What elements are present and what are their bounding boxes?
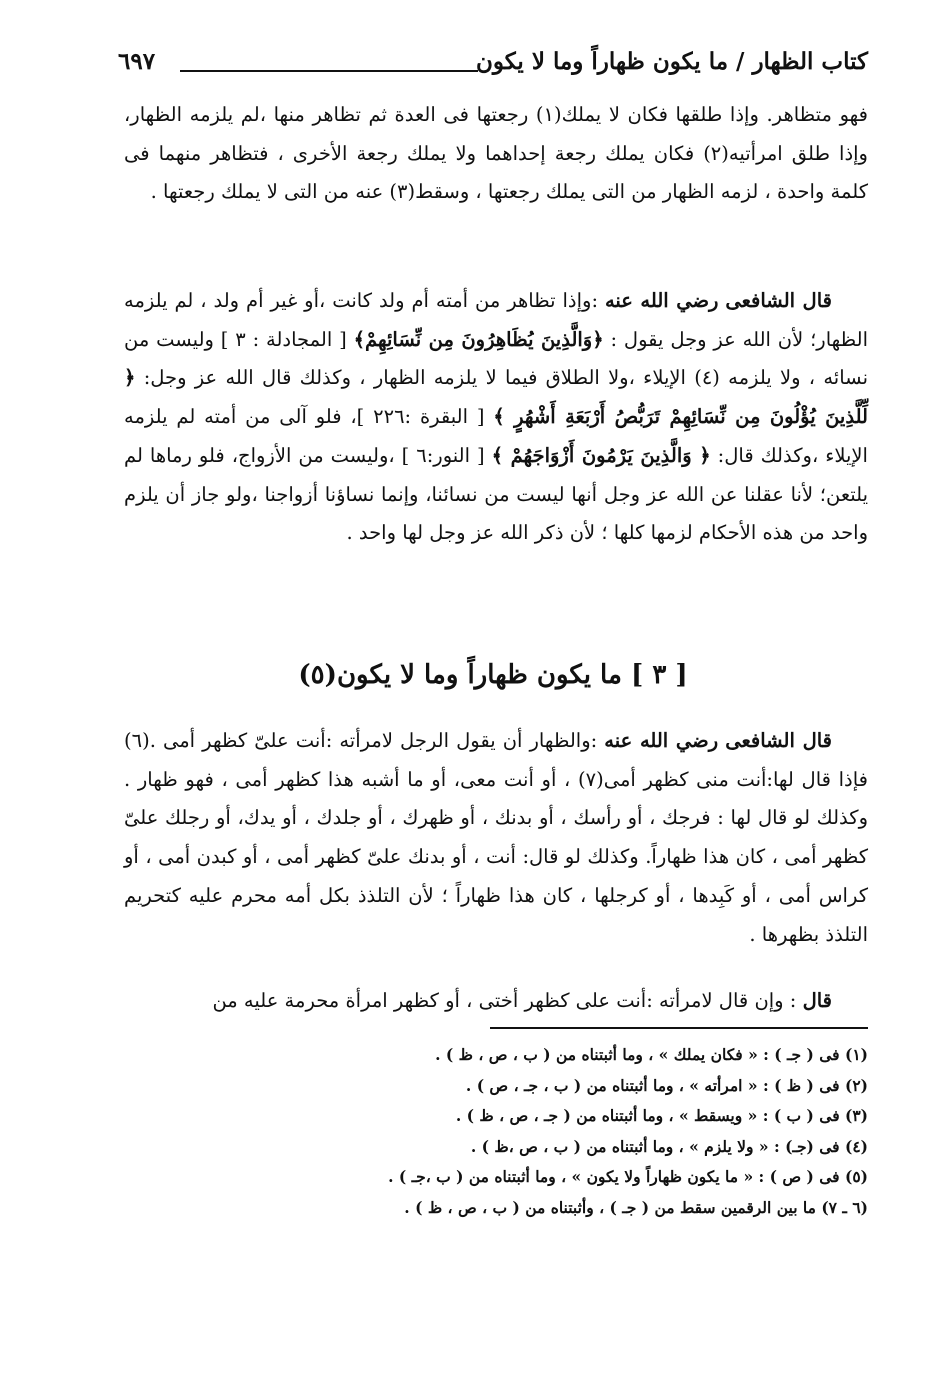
page-number: ٦٩٧ [118, 48, 156, 75]
header-title: كتاب الظهار / ما يكون ظهاراً وما لا يكون [475, 48, 868, 75]
paragraph-text: :والظهار أن يقول الرجل لامرأته :أنت علىّ كظهر أمى .(٦) فإذا قال لها:أنت منى كظهر أمى(٧) ، أو أنت معى، أو ما أشبه هذا كظهر أمى ، فهو ظهار . وكذلك لو قال لها : فرجك ، أو رأسك ، أو بدنك ، أو ظهرك ، أو جلدك ، أو يدك، أو رجلك علىّ كظهر أمى ، كان هذا ظهاراً. وكذلك لو قال: أنت ، أو بدنك علىّ كظهر أمى ، أو كبدن أمى ، أو كراس أمى ، أو كَبِدها ، أو كرجلها ، كان هذا ظهاراً ؛ لأن التلذذ بكل أمه محرم عليه كتحريم التلذذ بظهرها . [124, 729, 868, 946]
paragraph-text: :وإذا تظاهر من أمته أم ولد كانت ،أو غير أم ولد ، لم يلزمه الظهار؛ لأن الله عز وجل يقول : [124, 289, 868, 351]
quran-verse: ﴿ وَالَّذِينَ يَرْمُونَ أَزْوَاجَهُمْ ﴾ [491, 443, 711, 467]
footnote-2: (٢) فى ( ظ ) : « امرأته » ، وما أثبتناه من ( ب ، جـ ، ص ) . [465, 1075, 868, 1095]
footnotes [124, 1040, 868, 1224]
verse-reference: [ البقرة :٢٢٦ ]، [341, 405, 494, 429]
paragraph-shafii-2 [124, 722, 868, 954]
paragraph-text: وليست من نسائه ، ولا يلزمه (٤) الإيلاء ،ولا الطلاق فيما لا يلزمه الظهار ، وكذلك قال الله عز وجل: [124, 327, 868, 390]
footnote-1: (١) فى ( جـ ) : « فكان يملك » ، وما أثبتناه من ( ب ، ص ، ظ ) . [435, 1045, 868, 1064]
honorific-glyph: رضي الله عنه [604, 729, 719, 752]
footnote-4: (٤) فى (جـ) : « ولا يلزم » ، وما أثبتناه من ( ب ، ص ،ظ ) . [470, 1136, 868, 1156]
footnote-3: (٣) فى ( ب ) : « ويسقط » ، وما أثبتناه من ( جـ ، ص ، ظ ) . [455, 1106, 868, 1126]
paragraph-continuation: فهو متظاهر. وإذا طلقها فكان لا يملك(١) رجعتها فى العدة ثم تظاهر منها ،لم يلزمه الظهار، وإذا طلق امرأتيه(٢) فكان يملك رجعة إحداهما ولا يملك رجعة الأخرى ، فتظاهر منهما فى كلمة واحدة ، لزمه الظهار من التى يملك رجعتها ، وسقط(٣) عنه من التى لا يملك رجعتها . [124, 103, 868, 204]
paragraph-shafii-1 [124, 282, 868, 553]
verse-reference: [ النور:٦ ] [394, 443, 492, 467]
speaker-label: قال الشافعى [725, 289, 832, 312]
speaker-label: قال [802, 989, 832, 1012]
running-header [118, 48, 868, 88]
quran-verse: ﴿ لِّلَّذِينَ يُؤْلُونَ مِن نِّسَائِهِمْ تَرَبُّصُ أَرْبَعَةِ أَشْهُرٍ ﴾ [124, 366, 868, 429]
speaker-label: قال الشافعى [725, 729, 832, 752]
verse-reference: [ المجادلة : ٣ ] [213, 327, 354, 351]
header-rule [180, 70, 478, 72]
paragraph-qala [124, 982, 868, 1021]
paragraph-text: : وإن قال لامرأته :أنت على كظهر أختى ، أو كظهر امرأة محرمة عليه من [212, 989, 803, 1012]
paragraph-text: ،وليست من الأزواج، فلو رماها لم يلتعن؛ لأنا عقلنا عن الله عز وجل أنها ليست من نسائنا، وإنما نساؤنا أزواجنا ،ولو جاز أن يلزم واحد من هذه الأحكام لزمها كلها ؛ لأن ذكر الله عز وجل لها واحد . [124, 443, 868, 545]
footnote-divider [490, 1027, 868, 1029]
honorific-glyph: رضي الله عنه [604, 289, 719, 312]
footnote-5: (٥) فى ( ص ) : « ما يكون ظهاراً ولا يكون » ، وما أثبتناه من ( ب ،جـ ) . [388, 1167, 868, 1187]
footnote-6-7: (٦ ـ ٧) ما بين الرقمين سقط من ( جـ ) ، وأثبتناه من ( ب ، ص ، ظ ) . [404, 1197, 868, 1217]
quran-verse: ﴿وَالَّذِينَ يُظَاهِرُونَ مِن نِّسَائِهِمْ﴾ [353, 327, 604, 351]
section-heading: [ ٣ ] ما يكون ظهاراً وما لا يكون(٥) [298, 660, 688, 690]
paragraph-text: فلو آلى من أمته لم يلزمه الإيلاء ،وكذلك قال: [124, 405, 868, 467]
